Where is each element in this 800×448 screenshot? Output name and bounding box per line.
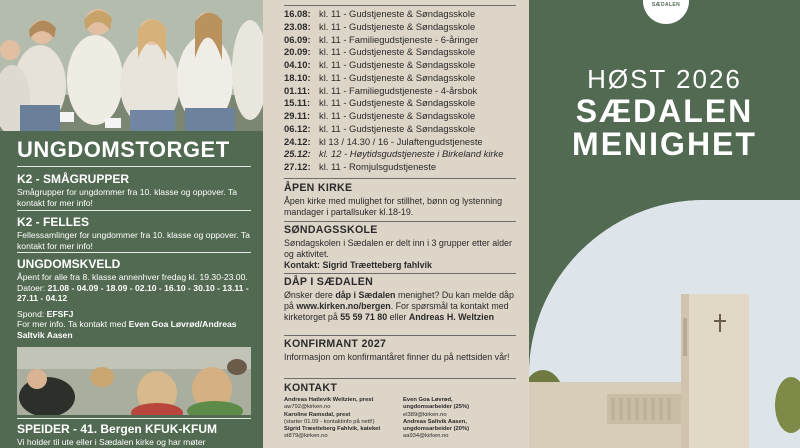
schedule-event: kl. 12 - Høytidsgudstjeneste i Birkeland kirke bbox=[319, 148, 504, 160]
contact-entry bbox=[284, 426, 402, 441]
spond-code: EFSFJ bbox=[46, 308, 74, 319]
ungdomstorget-title: UNGDOMSTORGET bbox=[17, 137, 230, 162]
contact-name: Karoline Ramsdal, prest bbox=[284, 411, 351, 418]
contact-column-1 bbox=[284, 397, 402, 441]
schedule-row bbox=[284, 136, 524, 149]
contact-email[interactable]: st879@kirken.no bbox=[284, 433, 328, 440]
schedule-row bbox=[284, 161, 524, 174]
schedule-event: kl. 11 - Romjulsgudstjeneste bbox=[319, 161, 437, 172]
kontakt-section bbox=[284, 382, 524, 396]
schedule-date: 18.10: bbox=[284, 71, 311, 83]
section-text: Åpent for alle fra 8. klasse annenhver fredag kl. 19.30-23.00. Datoer: 21.08 - 04.09 - 18.09 - 02.10 - 16.10 - 30.10 - 13.11 - 27.11 - 04.12 bbox=[17, 272, 249, 304]
dates: 21.08 - 04.09 - 18.09 - 02.10 - 16.10 - 30.10 - 13.11 - 27.11 - 04.12 bbox=[17, 282, 249, 304]
schedule-date: 29.11: bbox=[284, 110, 311, 121]
section-heading: KONTAKT bbox=[284, 382, 338, 394]
schedule-row bbox=[284, 97, 524, 110]
contact-name: Andreas Hatlevik Weltzien, prest bbox=[284, 397, 374, 403]
contact-role: ungdomsarbeider (25%) bbox=[403, 404, 470, 411]
divider bbox=[284, 5, 516, 6]
schedule-event: kl. 11 - Gudstjeneste & Søndagsskole bbox=[319, 59, 476, 70]
sondagsskole-section bbox=[284, 224, 524, 270]
section-text: Fellessamlinger for ungdommer fra 10. klasse og oppover. Ta kontakt for mer info! bbox=[17, 230, 250, 251]
section-text: Smågrupper for ungdommer fra 10. klasse og oppover. Ta kontakt for mer info! bbox=[17, 187, 238, 208]
section-text: Informasjon om konfirmantåret finner du på nettsiden vår! bbox=[284, 352, 510, 362]
divider bbox=[17, 418, 251, 419]
contact-entry bbox=[284, 412, 402, 427]
youth-group-photo bbox=[0, 0, 263, 131]
section-heading: K2 - FELLES bbox=[17, 215, 90, 229]
youth-group-illustration bbox=[0, 0, 263, 131]
section-heading: K2 - SMÅGRUPPER bbox=[17, 172, 130, 186]
schedule-date: 04.10: bbox=[284, 59, 311, 70]
contact-names: Even Goa Løvrød/Andreas Saltvik Aasen bbox=[17, 319, 237, 340]
contact-name: Andreas Saltvik Aasen, bbox=[403, 418, 467, 425]
schedule-date: 25.12: bbox=[284, 148, 311, 160]
contact-name: Sigrid Træetteberg Fahlvik, kateket bbox=[284, 426, 381, 433]
season-title: HØST 2026 bbox=[587, 64, 742, 94]
divider bbox=[284, 378, 516, 379]
schedule-date: 15.11: bbox=[284, 97, 311, 109]
middle-panel bbox=[263, 0, 529, 448]
section-contact: Kontakt: Sigrid Træetteberg fahlvik bbox=[284, 259, 432, 270]
right-panel bbox=[529, 0, 800, 448]
section-heading: KONFIRMANT 2027 bbox=[284, 338, 387, 350]
speider-section bbox=[17, 422, 257, 448]
divider bbox=[284, 178, 516, 179]
contact-name: Even Goa Løvrød, bbox=[403, 397, 453, 403]
schedule-event: kl. 11 - Gudstjeneste & Søndagsskole bbox=[319, 8, 476, 19]
schedule-event: kl. 11 - Familiegudstjeneste - 6-åringer bbox=[319, 33, 479, 45]
section-text: Ønsker dere dåp i Sædalen menighet? Du kan melde dåp på www.kirken.no/bergen. For spørsmål ta kontakt med kirketorget på 55 59 71 80 eller Andreas H. Weltzien bbox=[284, 290, 514, 322]
section-heading: UNGDOMSKVELD bbox=[17, 257, 121, 271]
schedule-row bbox=[284, 46, 524, 59]
section-text: Åpen kirke med mulighet for stillhet, bønn og lystenning mandager i partallsuker kl.18-19. bbox=[284, 196, 503, 217]
schedule-date: 06.09: bbox=[284, 33, 311, 45]
contact-email[interactable]: (starter 01.09 - kontaktinfo på nett!) bbox=[284, 418, 375, 425]
left-panel bbox=[0, 0, 263, 448]
schedule-row bbox=[284, 110, 524, 123]
contact-role: ungdomsarbeider (20%) bbox=[403, 426, 470, 433]
contact-line: For mer info. Ta kontakt med Even Goa Løvrød/Andreas Saltvik Aasen bbox=[17, 319, 237, 340]
contact-email[interactable]: el389@kirken.no bbox=[403, 411, 447, 418]
schedule-row bbox=[284, 85, 524, 98]
contact-entry bbox=[284, 397, 402, 412]
schedule-row bbox=[284, 123, 524, 136]
church-logo bbox=[643, 0, 689, 24]
dap-section bbox=[284, 276, 524, 322]
schedule-row bbox=[284, 8, 524, 21]
schedule-event: kl. 11 - Familiegudstjeneste - 4-årsbok bbox=[319, 84, 478, 96]
divider bbox=[17, 210, 251, 211]
apen-kirke-section bbox=[284, 182, 524, 218]
schedule-row bbox=[284, 21, 524, 34]
contact-entry bbox=[403, 397, 523, 419]
schedule-row bbox=[284, 148, 524, 161]
schedule-row bbox=[284, 34, 524, 47]
contact-email[interactable]: aw792@kirken.no bbox=[284, 404, 331, 411]
divider bbox=[284, 335, 516, 336]
section-heading: SØNDAGSSKOLE bbox=[284, 224, 378, 236]
schedule-event: kl. 11 - Gudstjeneste & Søndagsskole bbox=[319, 110, 476, 121]
children-photo bbox=[17, 347, 251, 415]
contact-email[interactable]: aa934@kirken.no bbox=[403, 433, 449, 440]
konfirmant-section bbox=[284, 338, 524, 363]
schedule-row bbox=[284, 59, 524, 72]
schedule-date: 20.09: bbox=[284, 46, 311, 58]
schedule-event: kl. 11 - Gudstjeneste & Søndagsskole bbox=[319, 97, 476, 109]
schedule-event: kl 13 / 14.30 / 16 - Julaftengudstjeneste bbox=[319, 135, 483, 147]
title-line-2: MENIGHET bbox=[572, 126, 757, 162]
schedule-date: 06.12: bbox=[284, 122, 311, 134]
schedule-date: 16.08: bbox=[284, 8, 311, 19]
divider bbox=[17, 166, 251, 167]
schedule-date: 24.12: bbox=[284, 135, 311, 147]
divider bbox=[284, 221, 516, 222]
k2-smagrupper-section bbox=[17, 172, 257, 208]
schedule-date: 27.12: bbox=[284, 161, 311, 172]
schedule-date: 23.08: bbox=[284, 20, 311, 32]
church-illustration bbox=[529, 200, 800, 448]
schedule-event: kl. 11 - Gudstjeneste & Søndagsskole bbox=[319, 122, 476, 134]
schedule-event: kl. 11 - Gudstjeneste & Søndagsskole bbox=[319, 71, 476, 83]
schedule-list bbox=[284, 8, 524, 174]
divider bbox=[284, 273, 516, 274]
section-heading: DÅP I SÆDALEN bbox=[284, 276, 374, 288]
ungdomskveld-section bbox=[17, 257, 257, 341]
k2-felles-section bbox=[17, 215, 257, 251]
contact-entry bbox=[403, 419, 523, 441]
section-text: Søndagskolen i Sædalen er delt inn i 3 grupper etter alder og aktivitet. bbox=[284, 238, 512, 259]
children-illustration bbox=[17, 347, 251, 415]
section-heading: SPEIDER - 41. Bergen KFUK-KFUM bbox=[17, 422, 218, 436]
schedule-row bbox=[284, 72, 524, 85]
schedule-date: 01.11: bbox=[284, 84, 311, 96]
section-text: Vi holder til ute eller i Sædalen kirke og har møter bbox=[17, 437, 206, 447]
spond-line: Spond: EFSFJ bbox=[17, 308, 74, 319]
church-photo bbox=[529, 200, 800, 448]
schedule-event: kl. 11 - Gudstjeneste & Søndagsskole bbox=[319, 46, 476, 58]
contact-column-2 bbox=[403, 397, 523, 441]
divider bbox=[17, 252, 251, 253]
section-heading: ÅPEN KIRKE bbox=[284, 182, 353, 194]
logo-text: SÆDALEN bbox=[651, 2, 681, 8]
title-line-1: SÆDALEN bbox=[575, 93, 754, 129]
schedule-event: kl. 11 - Gudstjeneste & Søndagsskole bbox=[319, 20, 476, 32]
